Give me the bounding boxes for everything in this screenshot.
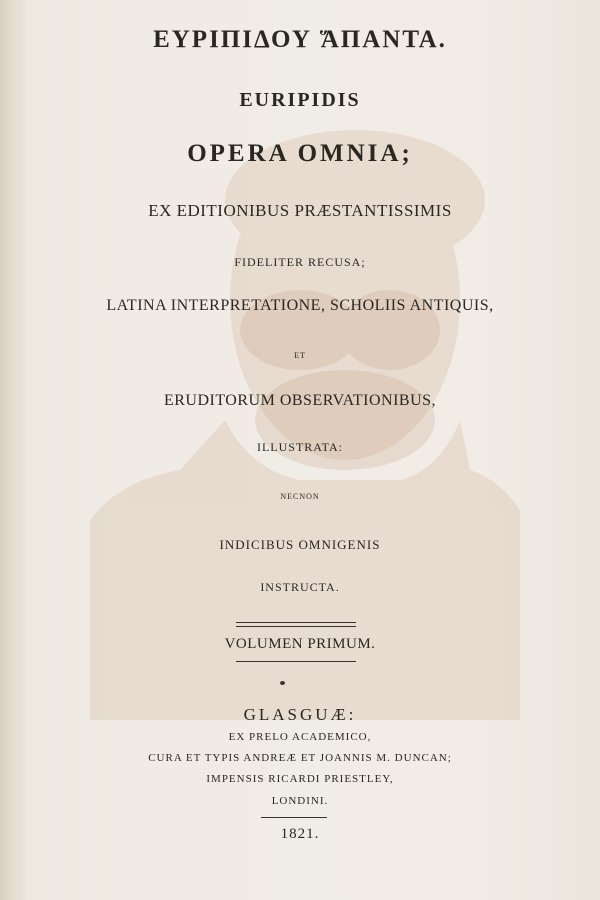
subtitle-instructa: INSTRUCTA. xyxy=(260,580,340,594)
subtitle-latina: LATINA INTERPRETATIONE, SCHOLIIS ANTIQUIS, xyxy=(106,297,494,314)
subtitle-editions: EX EDITIONIBUS PRÆSTANTISSIMIS xyxy=(148,201,452,220)
imprint-cura: CURA ET TYPIS ANDREÆ ET JOANNIS M. DUNCAN; xyxy=(148,752,452,764)
subtitle-eruditorum: ERUDITORUM OBSERVATIONIBUS, xyxy=(163,392,437,409)
subtitle-et: ET xyxy=(294,351,306,360)
volume-label: VOLUMEN PRIMUM. xyxy=(224,636,376,652)
imprint-city: GLASGUÆ: xyxy=(243,705,357,724)
author-name: EURIPIDIS xyxy=(239,89,361,111)
work-title: OPERA OMNIA; xyxy=(187,140,413,167)
rule-top-double-a xyxy=(236,622,356,623)
rule-above-year xyxy=(261,817,327,818)
greek-title: ΕΥΡΙΠΙΔΟΥ ἍΠΑΝΤΑ. xyxy=(153,26,447,53)
printer-mark xyxy=(280,681,285,685)
rule-below-volume xyxy=(236,661,356,662)
imprint-impensis: IMPENSIS RICARDI PRIESTLEY, xyxy=(206,773,394,785)
publication-year: 1821. xyxy=(280,826,320,842)
rule-top-double-b xyxy=(236,626,356,627)
subtitle-indicibus: INDICIBUS OMNIGENIS xyxy=(219,537,381,552)
imprint-prelo: EX PRELO ACADEMICO, xyxy=(228,731,372,743)
subtitle-illustrata: ILLUSTRATA: xyxy=(256,440,344,454)
subtitle-necnon: NECNON xyxy=(280,492,320,501)
imprint-londini: LONDINI. xyxy=(271,795,329,807)
subtitle-fideliter: FIDELITER RECUSA; xyxy=(234,255,366,269)
